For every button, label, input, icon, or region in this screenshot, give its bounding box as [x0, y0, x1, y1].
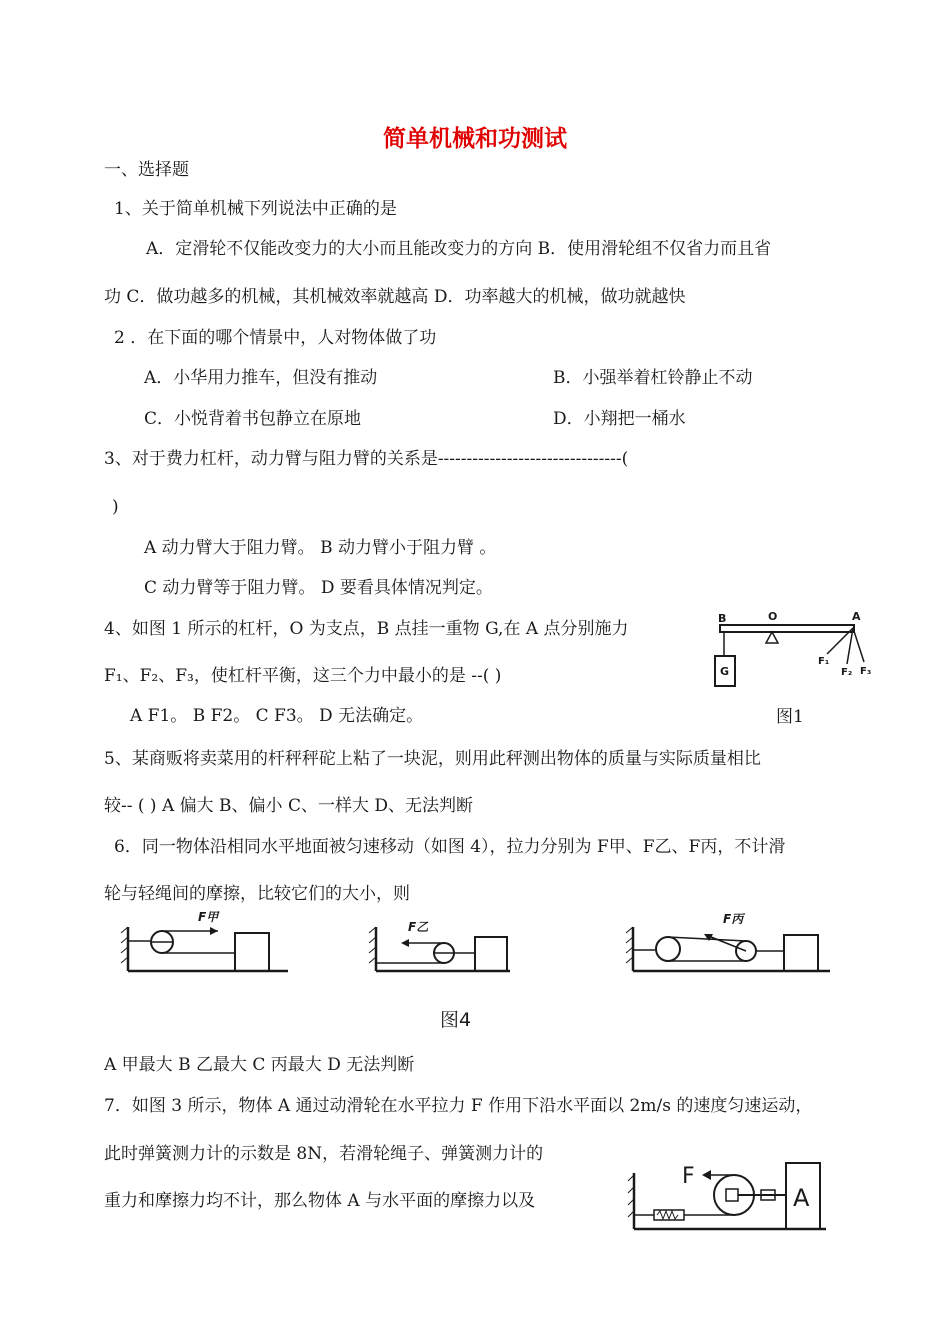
- q1-line2: 功 C．做功越多的机械，其机械效率就越高 D．功率越大的机械，做功就越快: [104, 287, 686, 307]
- q4-options: A F1。 B F2。 C F3。 D 无法确定。: [130, 706, 424, 726]
- figure-4-pulleys: [118, 905, 838, 985]
- q3-options-ab: A 动力臂大于阻力臂。 B 动力臂小于阻力臂 。: [144, 538, 497, 558]
- force-label-f1: F₁: [818, 656, 830, 667]
- fulcrum-triangle: [766, 632, 778, 643]
- q1-line1: A．定滑轮不仅能改变力的大小而且能改变力的方向 B．使用滑轮组不仅省力而且省: [146, 239, 772, 259]
- q6-line2: 轮与轻绳间的摩擦，比较它们的大小，则: [104, 884, 410, 904]
- q4-line1: 4、如图 1 所示的杠杆，O 为支点，B 点挂一重物 G,在 A 点分别施力: [104, 619, 629, 639]
- force-label-f: F: [682, 1164, 695, 1189]
- q7-line1: 7．如图 3 所示，物体 A 通过动滑轮在水平拉力 F 作用下沿水平面以 2m/s 的速度匀速运动，: [104, 1096, 813, 1116]
- force-label-bing: F丙: [723, 912, 744, 926]
- q4-line2: F₁、F₂、F₃，使杠杆平衡，这三个力中最小的是 --( ): [104, 666, 502, 686]
- setup-jia: [121, 910, 288, 971]
- lever-bar: [720, 625, 854, 632]
- figure-1-caption: 图1: [776, 707, 804, 727]
- q2-stem: 2 ．在下面的哪个情景中，人对物体做了功: [114, 328, 437, 348]
- figure-4-caption: 图4: [440, 1009, 472, 1031]
- q3-options-cd: C 动力臂等于阻力臂。 D 要看具体情况判定。: [144, 578, 493, 598]
- object-a-label: A: [793, 1184, 810, 1212]
- q6-options: A 甲最大 B 乙最大 C 丙最大 D 无法判断: [104, 1055, 415, 1075]
- q2-option-c: C．小悦背着书包静立在原地: [144, 409, 362, 429]
- setup-bing: [626, 912, 830, 971]
- force-label-f2: F₂: [841, 667, 853, 678]
- q7-line3: 重力和摩擦力均不计，那么物体 A 与水平面的摩擦力以及: [104, 1191, 536, 1211]
- page-title: 简单机械和功测试: [383, 126, 567, 152]
- weight-label-g: G: [720, 665, 730, 678]
- force-f3-arrow: [853, 628, 864, 662]
- q2-option-d: D．小翔把一桶水: [553, 409, 686, 429]
- q7-line2: 此时弹簧测力计的示数是 8N，若滑轮绳子、弹簧测力计的: [104, 1144, 544, 1164]
- lever-label-b: B: [718, 612, 727, 625]
- q1-stem: 1、关于简单机械下列说法中正确的是: [114, 199, 397, 219]
- force-label-yi: F乙: [408, 920, 429, 934]
- q6-line1: 6．同一物体沿相同水平地面被匀速移动（如图 4），拉力分别为 F甲、F乙、F丙，不计滑: [114, 837, 786, 857]
- figure-1-lever: [710, 608, 880, 708]
- section-heading: 一、选择题: [104, 160, 189, 180]
- force-label-f3: F₃: [860, 666, 872, 677]
- q3-paren: ): [112, 497, 119, 517]
- q5-line1: 5、某商贩将卖菜用的杆秤秤砣上粘了一块泥，则用此秤测出物体的质量与实际质量相比: [104, 749, 761, 769]
- q2-option-b: B．小强举着杠铃静止不动: [553, 368, 753, 388]
- force-f-arrowhead: [702, 1170, 711, 1180]
- q5-line2: 较-- ( ) A 偏大 B、偏小 C、一样大 D、无法判断: [104, 796, 473, 816]
- q2-option-a: A．小华用力推车，但没有推动: [144, 368, 378, 388]
- force-label-jia: F甲: [198, 910, 219, 924]
- figure-3-pulley: [626, 1155, 836, 1237]
- lever-label-o: O: [768, 610, 778, 623]
- q3-stem: 3、对于费力杠杆，动力臂与阻力臂的关系是--------------------------------(: [104, 449, 629, 469]
- setup-yi: [369, 920, 510, 971]
- lever-label-a: A: [852, 610, 861, 623]
